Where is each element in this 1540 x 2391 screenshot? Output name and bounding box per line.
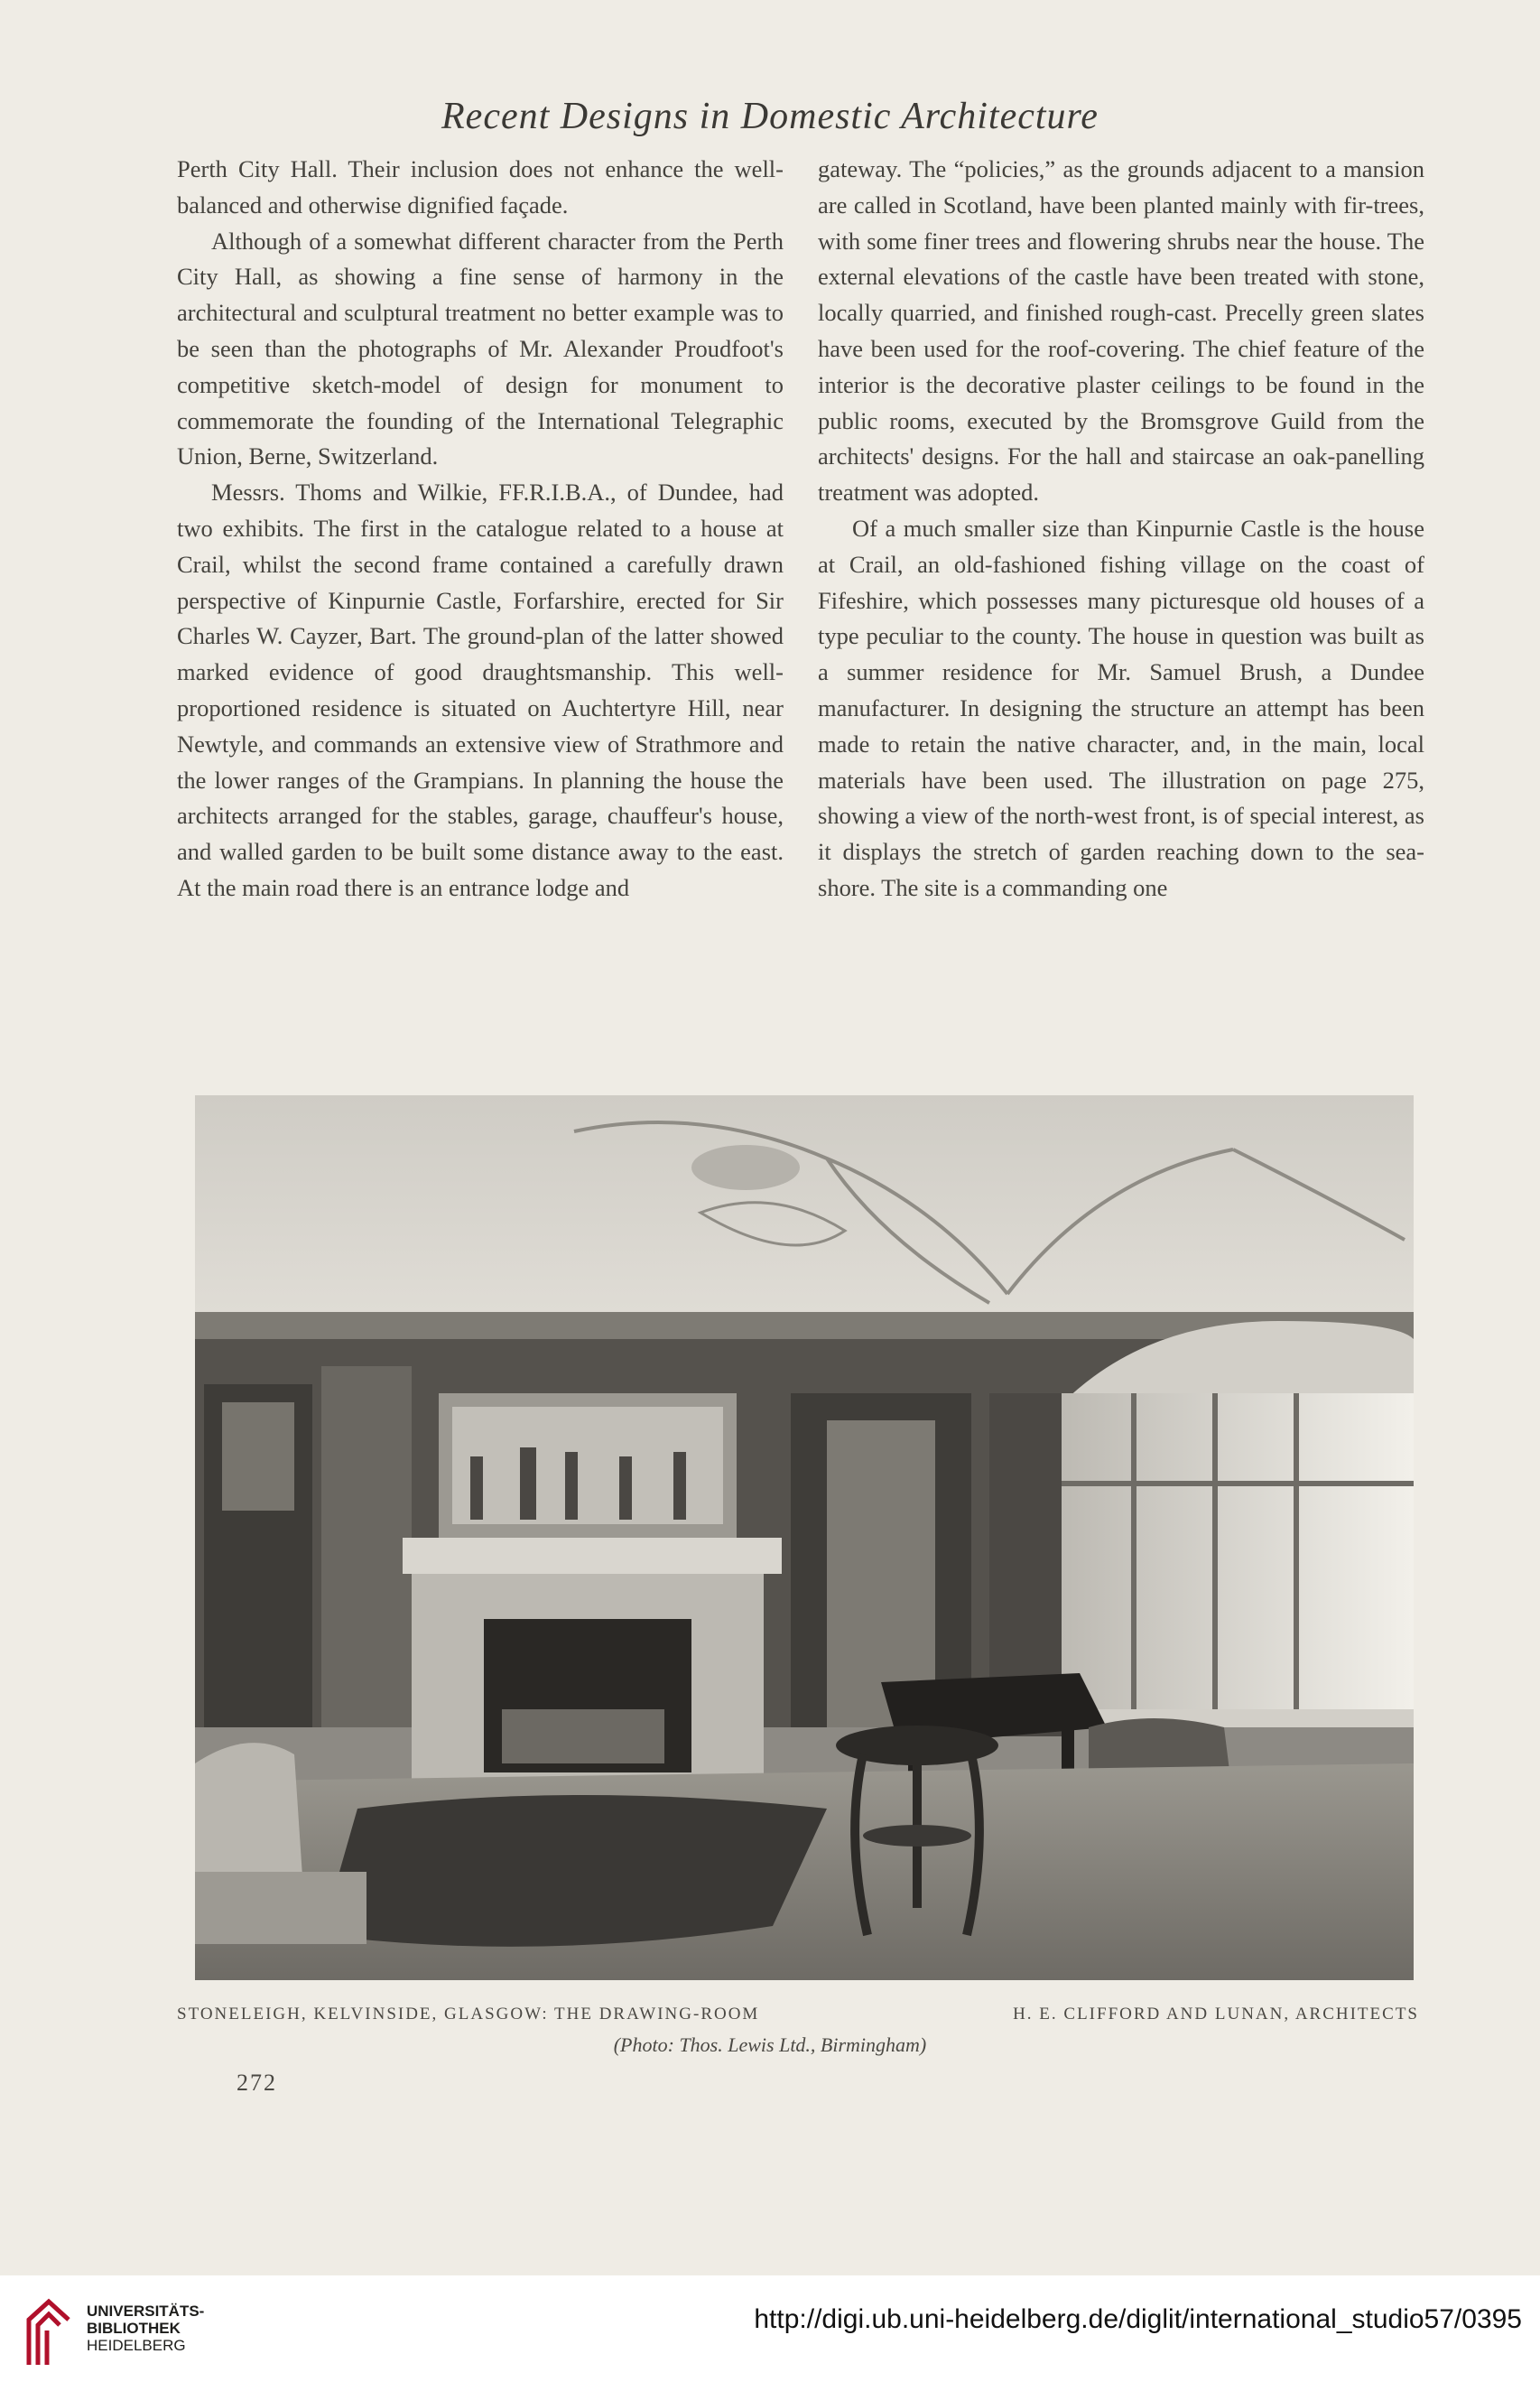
body-paragraph: Although of a somewhat different character from the Perth City Hall, as showing a fine sense of harmony in the architectural and sculptural treatment no better example was to be seen than the photographs of Mr. Alexander Proudfoot's competitive sketch-model of design for monument to commemorate the founding of the International Telegraphic Union, Berne, Switzerland. bbox=[177, 227, 784, 470]
body-paragraph: Messrs. Thoms and Wilkie, FF.R.I.B.A., of Dundee, had two exhibits. The first in the catalogue related to a house at Crail, whilst the second frame contained a carefully drawn perspective of Kinpurnie Castle, Forfarshire, erected for Sir Charles W. Cayzer, Bart. The ground-plan of the latter showed marked evidence of good draughtsmanship. This well-proportioned residence is situated on Auchtertyre Hill, near Newtyle, and commands an extensive view of Strathmore and the lower ranges of the Grampians. In planning the house the architects arranged for the stables, garage, chauffeur's house, and walled garden to be built some distance away to the east. At the main road there is an entrance lodge and bbox=[177, 479, 784, 901]
library-name-line: BIBLIOTHEK bbox=[87, 2320, 181, 2337]
library-logo-icon bbox=[22, 2296, 76, 2368]
body-paragraph: Of a much smaller size than Kinpurnie Castle is the house at Crail, an old-fashioned fishing village on the coast of Fifeshire, which possesses many picturesque old houses of a type peculiar to the county. The house in question was built as a summer residence for Mr. Samuel Brush, a Dundee manufacturer. In designing the structure an attempt has been made to retain the native character, and, in the main, local materials have been used. The illustration on page 275, showing a view of the north-west front, is of special interest, as it displays the stretch of garden reaching down to the sea-shore. The site is a commanding one bbox=[818, 514, 1424, 901]
right-text-column bbox=[818, 152, 1424, 907]
running-head: Recent Designs in Domestic Architecture bbox=[441, 96, 1099, 137]
caption-architects: H. E. CLIFFORD AND LUNAN, ARCHITECTS bbox=[1013, 2005, 1419, 2024]
library-name bbox=[87, 2303, 204, 2354]
library-name-line: HEIDELBERG bbox=[87, 2337, 186, 2354]
drawing-room-photograph bbox=[195, 1095, 1414, 1980]
photo-credit: (Photo: Thos. Lewis Ltd., Birmingham) bbox=[613, 2033, 927, 2056]
caption-title: STONELEIGH, KELVINSIDE, GLASGOW: THE DRAWING-ROOM bbox=[177, 2005, 760, 2024]
body-paragraph: gateway. The “policies,” as the grounds adjacent to a mansion are called in Scotland, have been planted mainly with fir-trees, with some finer trees and flowering shrubs near the house. The external elevations of the castle have been treated with stone, locally quarried, and finished rough-cast. Precelly green slates have been used for the roof-covering. The chief feature of the interior is the decorative plaster ceilings to be found in the public rooms, executed by the Bromsgrove Guild from the architects' designs. For the hall and staircase an oak-panelling treatment was adopted. bbox=[818, 155, 1424, 507]
library-name-line: UNIVERSITÄTS- bbox=[87, 2303, 205, 2320]
left-text-column bbox=[177, 152, 784, 907]
drawing-room-illustration bbox=[195, 1095, 1414, 1980]
page-number: 272 bbox=[237, 2070, 277, 2096]
source-url[interactable]: http://digi.ub.uni-heidelberg.de/diglit/international_studio57/0395 bbox=[754, 2304, 1522, 2334]
body-paragraph: Perth City Hall. Their inclusion does not enhance the well-balanced and otherwise dignified façade. bbox=[177, 155, 784, 219]
